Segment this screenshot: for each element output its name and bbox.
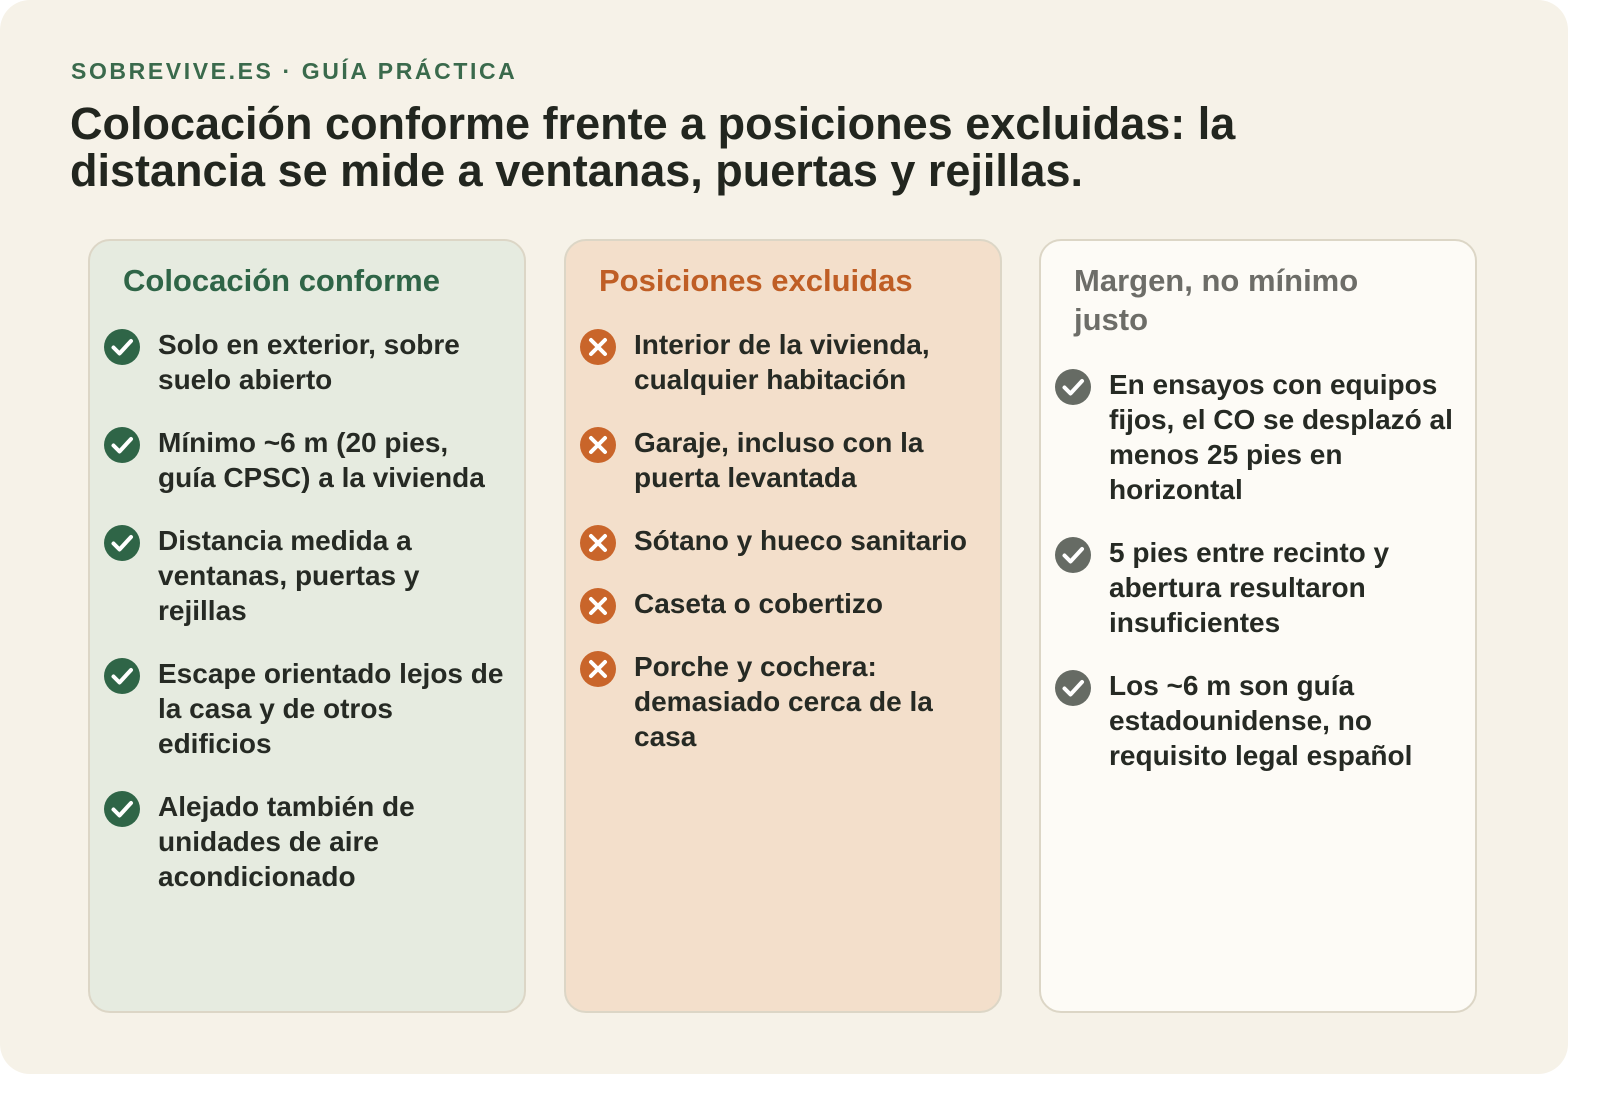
item-text: Los ~6 m son guía estadounidense, no requisito legal español xyxy=(1109,670,1413,771)
list-item xyxy=(104,425,510,495)
check-circle-icon xyxy=(104,329,140,365)
list-item xyxy=(1055,535,1461,640)
item-list xyxy=(104,327,510,922)
item-text: Interior de la vivienda, cualquier habitación xyxy=(634,329,930,395)
check-circle-icon xyxy=(104,658,140,694)
list-item xyxy=(580,425,986,495)
item-text: Caseta o cobertizo xyxy=(634,588,883,619)
x-circle-icon xyxy=(580,329,616,365)
check-circle-icon xyxy=(1055,670,1091,706)
check-circle-icon xyxy=(104,427,140,463)
column-title: Margen, no mínimo justo xyxy=(1074,263,1359,337)
item-text: En ensayos con equipos fijos, el CO se desplazó al menos 25 pies en horizontal xyxy=(1109,369,1453,505)
eyebrow-label: SOBREVIVE.ES · GUÍA PRÁCTICA xyxy=(71,58,518,84)
item-text: Garaje, incluso con la puerta levantada xyxy=(634,427,924,493)
list-item xyxy=(580,649,986,754)
x-circle-icon xyxy=(580,588,616,624)
x-circle-icon xyxy=(580,525,616,561)
check-circle-icon xyxy=(1055,369,1091,405)
item-list xyxy=(1055,367,1461,801)
column-conforming-placement xyxy=(88,239,526,1013)
item-text: Distancia medida a ventanas, puertas y rejillas xyxy=(158,525,420,626)
item-text: Mínimo ~6 m (20 pies, guía CPSC) a la vivienda xyxy=(158,427,485,493)
x-circle-icon xyxy=(580,427,616,463)
x-circle-icon xyxy=(580,651,616,687)
item-text: Sótano y hueco sanitario xyxy=(634,525,967,556)
column-title: Posiciones excluidas xyxy=(599,263,913,298)
list-item xyxy=(580,327,986,397)
list-item xyxy=(104,789,510,894)
column-excluded-positions xyxy=(564,239,1002,1013)
list-item xyxy=(104,523,510,628)
item-text: Solo en exterior, sobre suelo abierto xyxy=(158,329,460,395)
page-title: Colocación conforme frente a posiciones excluidas: la distancia se mide a ventanas, puertas y rejillas. xyxy=(70,98,1236,196)
column-safety-margin xyxy=(1039,239,1477,1013)
list-item xyxy=(1055,668,1461,773)
item-text: Porche y cochera: demasiado cerca de la casa xyxy=(634,651,933,752)
check-circle-icon xyxy=(1055,537,1091,573)
list-item xyxy=(580,523,986,558)
item-text: Escape orientado lejos de la casa y de otros edificios xyxy=(158,658,504,759)
column-title: Colocación conforme xyxy=(123,263,440,298)
item-text: 5 pies entre recinto y abertura resultaron insuficientes xyxy=(1109,537,1390,638)
list-item xyxy=(580,586,986,621)
list-item xyxy=(104,656,510,761)
list-item xyxy=(1055,367,1461,507)
check-circle-icon xyxy=(104,791,140,827)
item-text: Alejado también de unidades de aire acondicionado xyxy=(158,791,415,892)
list-item xyxy=(104,327,510,397)
check-circle-icon xyxy=(104,525,140,561)
item-list xyxy=(580,327,986,782)
